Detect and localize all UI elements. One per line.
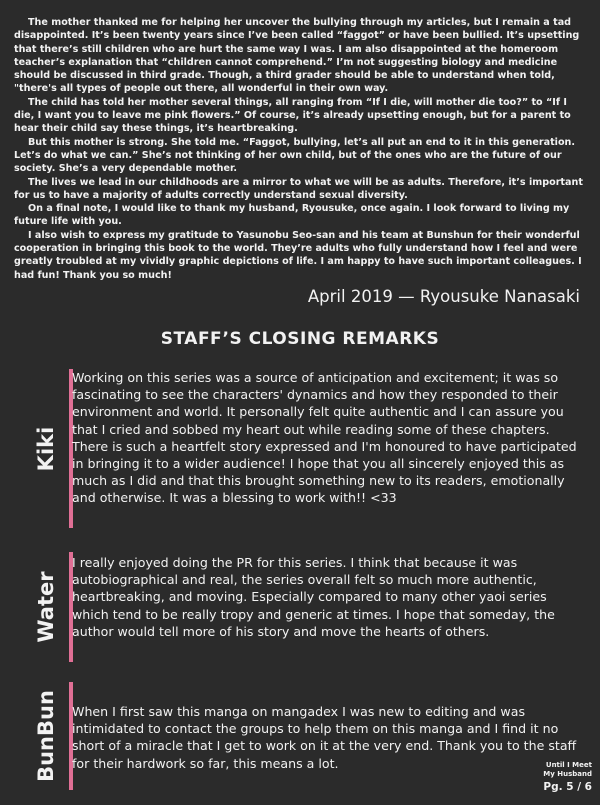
afterword-paragraph: On a final note, I would like to thank my husband, Ryousuke, once again. I look forward to living my future life with you. (14, 203, 570, 228)
staff-remark-text: Working on this series was a source of anticipation and excitement; it was so fascinating to see the characters' dynamics and how they responded to their environment and world. It personally felt quite authentic and I can assure you that I cried and sobbed my heart out while reading some of these chapters. There is such a heartfelt story expressed and I'm honoured to have participated in bringing it to a wider audience! I hope that you all sincerely enjoyed this as much as I did and that this brought something new to its readers, emotionally and otherwise. It was a blessing to work with!! <33 (72, 370, 577, 506)
page-footer (543, 761, 592, 793)
staff-remark-text: When I first saw this manga on mangadex I was new to editing and was intimidated to contact the groups to help them on this manga and I find it no short of a miracle that I get to work on it at the very end. Thank you to the staff for their hardwork so far, this means a lot. (72, 704, 577, 771)
staff-name: Kiki (34, 426, 58, 471)
afterword-paragraph: The mother thanked me for helping her uncover the bullying through my articles, but I remain a tad disappointed. It’s been twenty years since I’ve been called “faggot” or have been bullied. It’s upsetting that there’s still children who are hurt the same way I was. I am also disappointed at the homeroom teacher’s explanation that “children cannot comprehend.” I’m not suggesting biology and medicine should be discussed in third grade. Though, a third grader should be able to understand when told, "there's all types of people out there, all wonderful in their own way. (14, 17, 580, 95)
staff-remark-bunbun (26, 682, 586, 790)
afterword-paragraph: I also wish to express my gratitude to Yasunobu Seo-san and his team at Bunshun for their wonderful cooperation in bringing this book to the world. They’re adults who fully understand how I feel and were greatly troubled at my vividly graphic depictions of life. I am happy to have such important colleagues. I had fun! Thank you so much! (14, 229, 582, 281)
author-signature: April 2019 — Ryousuke Nanasaki (307, 287, 580, 306)
staff-remark-water (26, 552, 586, 662)
afterword-paragraph: The lives we lead in our childhoods are a mirror to what we will be as adults. Therefore, it’s important for us to have a majority of adults correctly understand sexual diversity. (14, 176, 583, 201)
page-number: Pg. 5 / 6 (543, 781, 592, 793)
section-title: STAFF’S CLOSING REMARKS (160, 329, 440, 349)
staff-name-container (26, 369, 66, 528)
staff-remark-text: I really enjoyed doing the PR for this series. I think that because it was autobiographical and real, the series overall felt so much more authentic, heartbreaking, and moving. Especially compared to many other yaoi series which tend to be really tropy and generic at times. I hope that someday, the author would tell more of his story and move the hearts of others. (72, 555, 555, 639)
afterword-text (14, 16, 586, 282)
staff-name: Water (34, 571, 58, 643)
staff-remark-kiki (26, 369, 586, 528)
staff-name: BunBun (34, 690, 58, 782)
afterword-paragraph: The child has told her mother several things, all ranging from “If I die, will mother die too?” to “If I die, I want you to leave me pink flowers.” Of course, it’s already upsetting enough, but for a parent to hear their child say these things, it’s heartbreaking. (14, 96, 571, 135)
staff-name-container (26, 552, 66, 662)
staff-name-container (26, 682, 66, 790)
footer-title-line2: My Husband (543, 770, 592, 778)
afterword-paragraph: But this mother is strong. She told me. “Faggot, bullying, let’s all put an end to it in this generation. Let’s do what we can.” She’s not thinking of her own child, but of the ones who are the future of our society. She’s a very dependable mother. (14, 136, 576, 175)
footer-title-line1: Until I Meet (545, 761, 592, 769)
